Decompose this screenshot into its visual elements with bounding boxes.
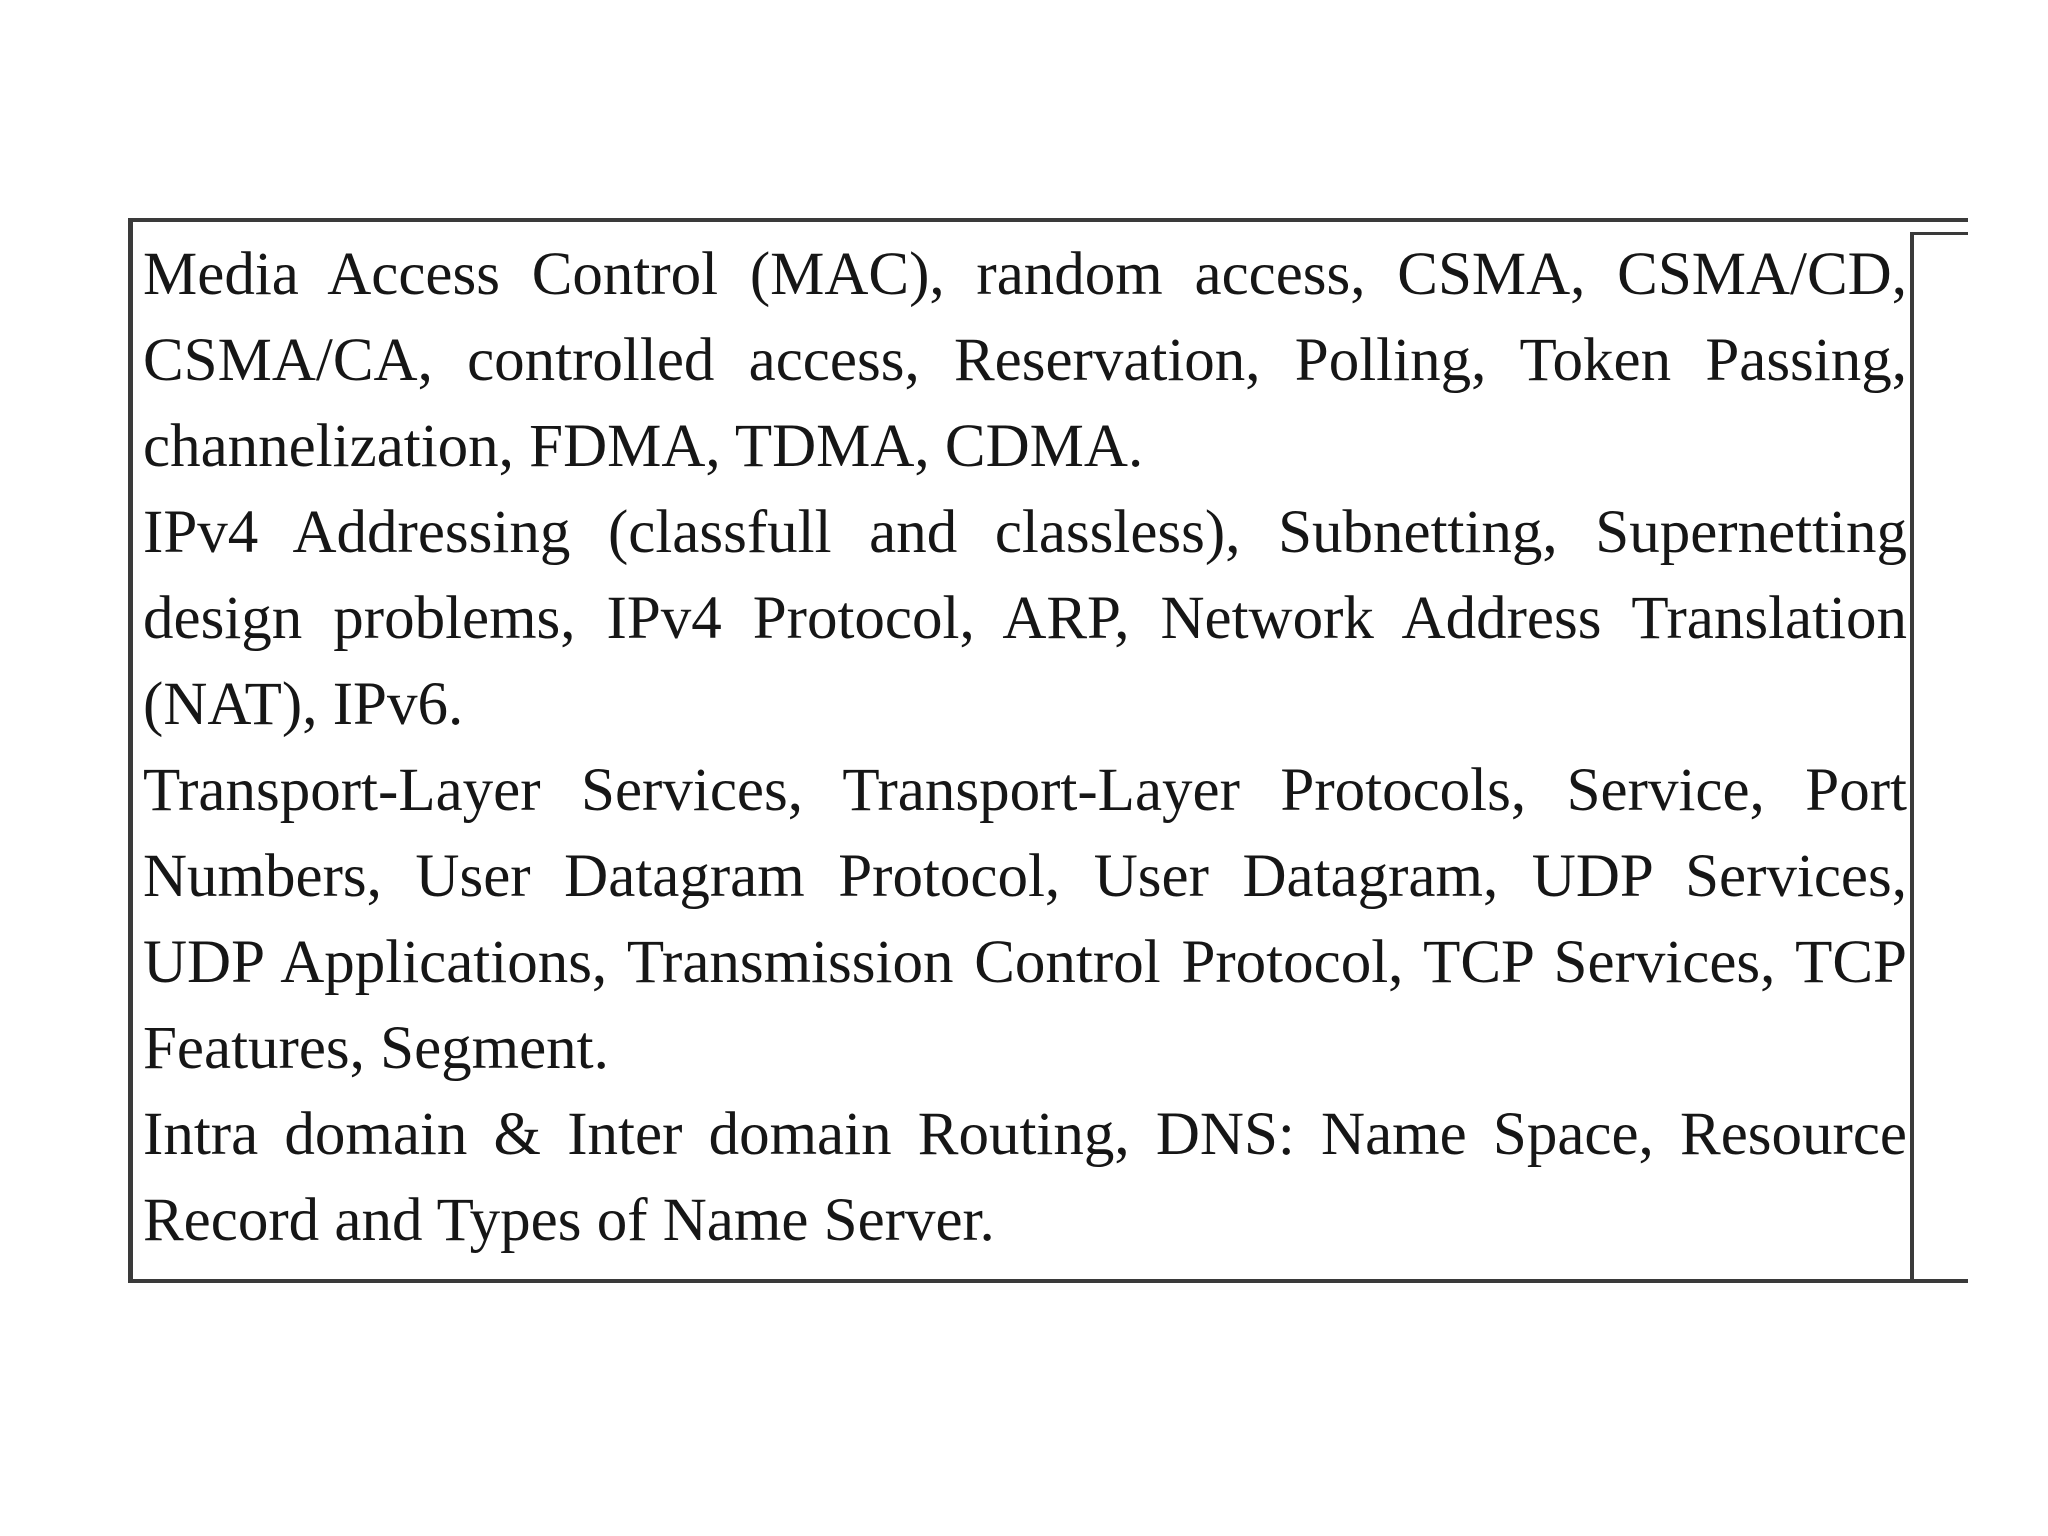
topic-transport-paragraph: Transport-Layer Services, Transport-Layer Protocols, Service, Port Numbers, User Datagram Protocol, User Datagram, UDP Services, UDP Applications, Transmission Control Protocol, TCP Services, TCP Features, Segment. <box>143 757 1907 1082</box>
table-column-divider <box>1910 232 1914 1282</box>
table-right-cell-top-border <box>1914 232 1968 235</box>
topic-ipv4-paragraph: IPv4 Addressing (classfull and classless), Subnetting, Supernetting design problems, IPv4 Protocol, ARP, Network Address Translation (NAT), IPv6. <box>143 499 1907 738</box>
topic-mac-paragraph: Media Access Control (MAC), random access, CSMA, CSMA/CD, CSMA/CA, controlled access, Reservation, Polling, Token Passing, channelization, FDMA, TDMA, CDMA. <box>143 241 1907 480</box>
syllabus-content-cell <box>143 232 1907 1264</box>
topic-routing-dns-paragraph: Intra domain & Inter domain Routing, DNS: Name Space, Resource Record and Types of Name Server. <box>143 1101 1907 1254</box>
